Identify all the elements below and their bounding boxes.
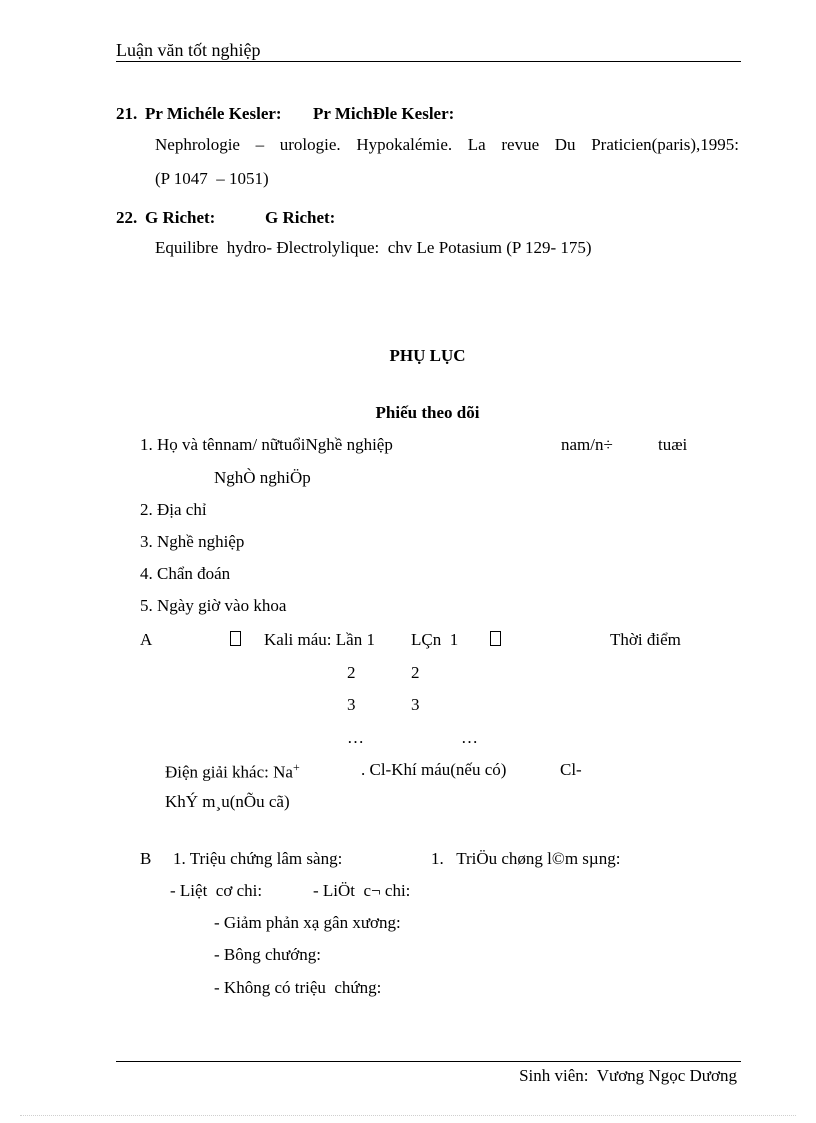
section-b-label: B [140,849,152,868]
reference-21-word: La [467,135,486,154]
appendix-subtitle: Phiếu theo dõi [375,403,480,422]
section-a-cl: Cl- [560,760,582,779]
reference-21-word: Praticien(paris),1995: [591,135,739,154]
section-a-time-point: Thời điểm [610,630,681,649]
reference-21-author: Pr Michéle Kesler: [145,104,282,123]
footer-student-name: Sinh viên: Vương Ngọc Dương [519,1066,737,1085]
section-a-electrolytes [165,761,300,781]
appendix-title: PHỤ LỤC [389,346,466,365]
item-5-admission-time: 5. Ngày giờ vào khoa [140,596,287,615]
reference-21-author-alt: Pr MichĐle Kesler: [313,104,455,123]
reference-21-line-2: (P 1047 – 1051) [155,169,269,188]
item-1-name-gender-age-job: 1. Họ và tênnam/ nữtuổiNghề nghiệp [140,435,393,454]
section-a-checkbox-icon [230,631,241,646]
section-b-paralysis-alt: - LiÖt c¬ chi: [313,881,411,900]
item-1-job: NghÒ nghiÖp [214,468,311,487]
footer-divider [116,1061,741,1062]
section-b-reflex: - Giảm phản xạ gân xương: [214,913,401,932]
item-1-gender: nam/n÷ [561,435,613,454]
reference-22-number: 22. [116,208,138,227]
reference-22-author-alt: G Richet: [265,208,336,227]
section-b-paralysis: - Liệt cơ chi: [170,881,263,900]
section-b-symptoms: 1. Triệu chứng lâm sàng: [173,849,343,868]
reference-21-word: Nephrologie [155,135,240,154]
section-a-row-2-left: 2 [347,663,356,682]
reference-21-word: – [255,135,265,154]
section-a-cl-blood-gas: . Cl-Khí máu(nếu có) [361,760,507,779]
item-2-address: 2. Địa chỉ [140,500,207,519]
section-a-blood-gas-alt: KhÝ m¸u(nÕu cã) [165,792,290,811]
page-bottom-dotted-line [20,1115,796,1116]
section-a-lan: LÇn 1 [411,630,459,649]
section-a-row-3-left: 3 [347,695,356,714]
item-1-age: tuæi [658,435,688,454]
section-a-row-3-right: 3 [411,695,420,714]
section-a-label: A [140,630,153,649]
reference-21-number: 21. [116,104,138,123]
reference-21-line-1 [155,136,739,153]
header-divider [116,61,741,62]
section-a-row-ellipsis-right: … [461,728,478,747]
reference-22-line-1: Equilibre hydro- Đlectrolylique: chv Le Potasium (P 129- 175) [155,238,592,257]
section-a-row-ellipsis-left: … [347,728,364,747]
reference-21-word: Du [554,135,576,154]
section-b-bloating: - Bông chướng: [214,945,321,964]
section-b-no-symptoms: - Không có triệu chứng: [214,978,382,997]
electrolytes-label: Điện giải khác: Na [165,762,293,782]
reference-21-word: urologie. [279,135,341,154]
section-a-checkbox-icon [490,631,501,646]
section-a-kali: Kali máu: Lần 1 [264,630,375,649]
reference-22-author: G Richet: [145,208,216,227]
reference-21-word: Hypokalémie. [356,135,453,154]
section-a-row-2-right: 2 [411,663,420,682]
electrolytes-superscript: + [292,760,300,774]
item-3-occupation: 3. Nghề nghiệp [140,532,245,551]
section-b-symptoms-alt: 1. TriÖu chøng l©m sµng: [431,849,621,868]
item-4-diagnosis: 4. Chẩn đoán [140,564,231,583]
reference-21-word: revue [501,135,540,154]
page-header-title: Luận văn tốt nghiệp [116,40,261,60]
